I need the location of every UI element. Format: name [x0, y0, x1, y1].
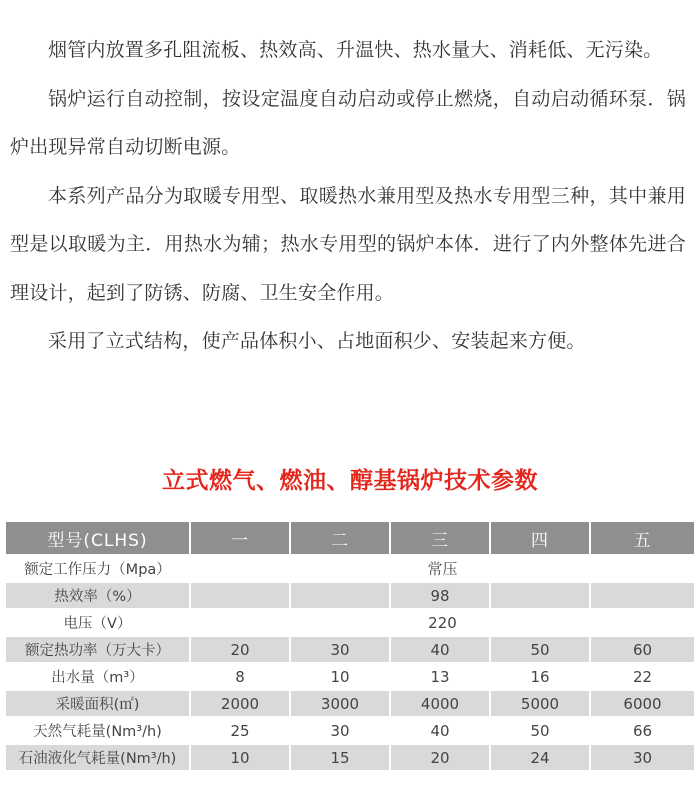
table-cell: 40 — [390, 636, 490, 663]
table-row — [5, 690, 695, 717]
table-row — [5, 609, 695, 636]
paragraph-4: 采用了立式结构，使产品体积小、占地面积少、安装起来方便。 — [48, 330, 586, 352]
table-cell: 13 — [390, 663, 490, 690]
table-cell: 30 — [290, 717, 390, 744]
row-label: 额定工作压力（Mpa） — [5, 555, 190, 582]
table-title: 立式燃气、燃油、醇基锅炉技术参数 — [162, 468, 538, 494]
paragraph-1: 烟管内放置多孔阻流板、热效高、升温快、热水量大、消耗低、无污染。 — [48, 39, 663, 61]
table-row — [5, 744, 695, 771]
table-cell: 60 — [590, 636, 695, 663]
table-cell: 10 — [290, 663, 390, 690]
row-label: 石油液化气耗量(Nm³/h) — [5, 744, 190, 771]
intro-text — [10, 26, 686, 366]
table-cell: 25 — [190, 717, 290, 744]
table-cell: 2000 — [190, 690, 290, 717]
table-cell — [590, 582, 695, 609]
table-row — [5, 636, 695, 663]
table-cell: 40 — [390, 717, 490, 744]
table-cell: 3000 — [290, 690, 390, 717]
table-header-row — [5, 521, 695, 555]
table-cell: 24 — [490, 744, 590, 771]
table-row — [5, 663, 695, 690]
table-cell: 20 — [390, 744, 490, 771]
table-cell: 50 — [490, 636, 590, 663]
table-cell — [490, 582, 590, 609]
table-cell: 20 — [190, 636, 290, 663]
row-label: 出水量（m³） — [5, 663, 190, 690]
table-cell: 6000 — [590, 690, 695, 717]
header-col-3: 三 — [390, 521, 490, 555]
table-cell: 50 — [490, 717, 590, 744]
row-merged-value: 98 — [390, 582, 490, 609]
table-cell: 30 — [290, 636, 390, 663]
header-col-4: 四 — [490, 521, 590, 555]
table-cell — [290, 582, 390, 609]
table-cell: 16 — [490, 663, 590, 690]
table-cell — [190, 582, 290, 609]
header-col-2: 二 — [290, 521, 390, 555]
table-cell: 8 — [190, 663, 290, 690]
row-merged-value: 220 — [190, 609, 695, 636]
header-model: 型号(CLHS) — [5, 521, 190, 555]
table-cell: 15 — [290, 744, 390, 771]
row-label: 天然气耗量(Nm³/h) — [5, 717, 190, 744]
row-label: 采暖面积(㎡) — [5, 690, 190, 717]
table-cell: 66 — [590, 717, 695, 744]
table-cell: 22 — [590, 663, 695, 690]
paragraph-2: 锅炉运行自动控制，按设定温度自动启动或停止燃烧，自动启动循环泵．锅炉出现异常自动切断电源。 — [10, 87, 686, 158]
row-label: 电压（V） — [5, 609, 190, 636]
table-cell: 30 — [590, 744, 695, 771]
spec-table — [4, 520, 696, 772]
paragraph-3: 本系列产品分为取暖专用型、取暖热水兼用型及热水专用型三种，其中兼用型是以取暖为主．用热水为辅；热水专用型的锅炉本体．进行了内外整体先进合理设计，起到了防锈、防腐、卫生安全作用。 — [10, 184, 686, 304]
row-label: 额定热功率（万大卡） — [5, 636, 190, 663]
table-cell: 4000 — [390, 690, 490, 717]
header-col-1: 一 — [190, 521, 290, 555]
table-row — [5, 555, 695, 582]
header-col-5: 五 — [590, 521, 695, 555]
row-label: 热效率（%） — [5, 582, 190, 609]
table-row — [5, 582, 695, 609]
table-row — [5, 717, 695, 744]
row-merged-value: 常压 — [190, 555, 695, 582]
table-cell: 10 — [190, 744, 290, 771]
table-cell: 5000 — [490, 690, 590, 717]
